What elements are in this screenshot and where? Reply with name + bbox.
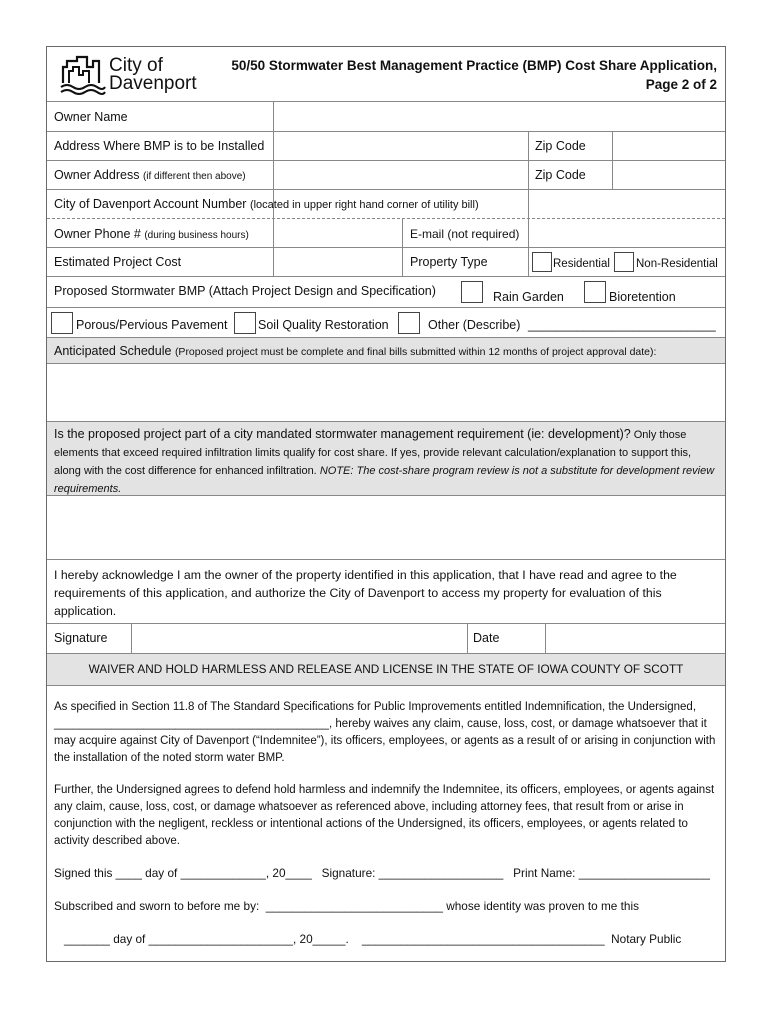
rain-garden-label: Rain Garden bbox=[493, 290, 564, 304]
sworn-line[interactable]: Subscribed and sworn to before me by: ___________________________ whose identity was proven to me this bbox=[54, 899, 640, 913]
account-number-note: (located in upper right hand corner of utility bill) bbox=[249, 199, 479, 211]
soil-quality-checkbox[interactable] bbox=[234, 312, 256, 334]
proposed-bmp-label: Proposed Stormwater BMP (Attach Project Design and Specification) bbox=[54, 284, 436, 298]
notary-line[interactable]: _______ day of ______________________, 20_____. _____________________________________ Notary Public bbox=[64, 932, 682, 946]
mandated-note: Only those elements that exceed required infiltration limits qualify for cost share. If yes, provide relevant calculation/explanation to support this, along with the cost difference for enhanced infiltration. bbox=[54, 429, 692, 477]
non-residential-label: Non-Residential bbox=[636, 258, 718, 270]
title-line1: 50/50 Stormwater Best Management Practice (BMP) Cost Share Application, bbox=[231, 58, 717, 73]
waiver-para2: Further, the Undersigned agrees to defend hold harmless and indemnify the Indemnitee, its officers, employees, or agents against any claim, cause, loss, cost, or damage whatsoever as referenced above, including attorney fees, that result from or arise in conjunction with the negligent, reckless or intentional actions of the Undersigned, its officers, employees, or agents related to activity described above. bbox=[54, 784, 715, 847]
bioretention-checkbox[interactable] bbox=[584, 281, 606, 303]
other-describe-line[interactable]: ___________________________ bbox=[528, 318, 716, 332]
porous-pavement-label: Porous/Pervious Pavement bbox=[76, 318, 228, 332]
logo-text bbox=[109, 57, 197, 93]
application-form bbox=[46, 46, 726, 962]
owner-phone-text: Owner Phone # bbox=[54, 227, 141, 241]
waiver-heading: WAIVER AND HOLD HARMLESS AND RELEASE AND LICENSE IN THE STATE OF IOWA COUNTY OF SCOTT bbox=[88, 662, 684, 676]
owner-phone-field[interactable] bbox=[274, 219, 401, 246]
account-number-label bbox=[54, 197, 479, 211]
acknowledge-text: I hereby acknowledge I am the owner of the property identified in this application, that I have read and agree to the requirements of this application, and authorize the City of Davenport to access my property for evaluation of this application. bbox=[54, 568, 677, 618]
signed-line[interactable]: Signed this ____ day of _____________, 20____ Signature: ___________________ Print Name: ____________________ bbox=[54, 866, 710, 880]
porous-pavement-checkbox[interactable] bbox=[51, 312, 73, 334]
owner-address-text: Owner Address bbox=[54, 168, 140, 182]
signature-label: Signature bbox=[54, 631, 108, 645]
account-number-field[interactable] bbox=[529, 190, 725, 217]
owner-address-field[interactable] bbox=[274, 161, 527, 188]
mandated-answer-field[interactable] bbox=[48, 496, 725, 558]
estimated-cost-field[interactable] bbox=[274, 248, 401, 275]
owner-name-field[interactable] bbox=[274, 102, 725, 130]
city-skyline-icon bbox=[57, 53, 107, 97]
owner-address-note: (if different then above) bbox=[142, 171, 246, 182]
non-residential-checkbox[interactable] bbox=[614, 252, 634, 272]
address-bmp-field[interactable] bbox=[274, 132, 527, 159]
other-checkbox[interactable] bbox=[398, 312, 420, 334]
soil-quality-label: Soil Quality Restoration bbox=[258, 318, 389, 332]
logo-line1: City of bbox=[109, 55, 163, 76]
schedule-label bbox=[54, 344, 656, 358]
zip-code-label-2: Zip Code bbox=[535, 168, 586, 182]
residential-checkbox[interactable] bbox=[532, 252, 552, 272]
other-label: Other (Describe) bbox=[428, 318, 521, 332]
schedule-field[interactable] bbox=[48, 364, 725, 420]
waiver-para1: As specified in Section 11.8 of The Standard Specifications for Public Improvements entitled Indemnification, the Undersigned, ___________________________________________, hereby waives any claim, cause, loss, cost, or damage whatsoever that it may acquire against City of Davenport (“Indemnitee”), its officers, employees, or agents as a result of or arising in conjunction with the installation of the noted storm water BMP. bbox=[54, 701, 716, 764]
rain-garden-checkbox[interactable] bbox=[461, 281, 483, 303]
owner-address-label bbox=[54, 168, 246, 182]
schedule-note: (Proposed project must be complete and final bills submitted within 12 months of project approval date): bbox=[174, 346, 657, 358]
logo-line2: Davenport bbox=[109, 73, 197, 94]
zip-code-field-1[interactable] bbox=[613, 132, 725, 159]
estimated-cost-label: Estimated Project Cost bbox=[54, 255, 182, 269]
zip-code-label-1: Zip Code bbox=[535, 139, 586, 153]
title-line2: Page 2 of 2 bbox=[645, 77, 717, 92]
email-label: E-mail (not required) bbox=[410, 227, 520, 241]
date-field[interactable] bbox=[546, 624, 725, 652]
mandated-question-text: Is the proposed project part of a city mandated stormwater management requirement (ie: development)? bbox=[54, 427, 631, 441]
mandated-question bbox=[54, 425, 717, 498]
city-logo bbox=[57, 53, 207, 97]
account-number-text: City of Davenport Account Number bbox=[54, 197, 247, 211]
email-field[interactable] bbox=[529, 219, 725, 246]
owner-phone-label bbox=[54, 227, 249, 241]
owner-name-label: Owner Name bbox=[54, 110, 128, 124]
signature-field[interactable] bbox=[132, 624, 466, 652]
address-bmp-label: Address Where BMP is to be Installed bbox=[54, 139, 265, 153]
property-type-label: Property Type bbox=[410, 255, 488, 269]
zip-code-field-2[interactable] bbox=[613, 161, 725, 188]
owner-phone-note: (during business hours) bbox=[144, 230, 249, 241]
schedule-text: Anticipated Schedule bbox=[54, 344, 172, 358]
mandated-italic-note: NOTE: The cost-share program review is not a substitute for development review requirements. bbox=[54, 465, 715, 495]
bioretention-label: Bioretention bbox=[609, 290, 676, 304]
form-title bbox=[231, 56, 717, 94]
residential-label: Residential bbox=[553, 258, 610, 270]
date-label: Date bbox=[473, 631, 500, 645]
